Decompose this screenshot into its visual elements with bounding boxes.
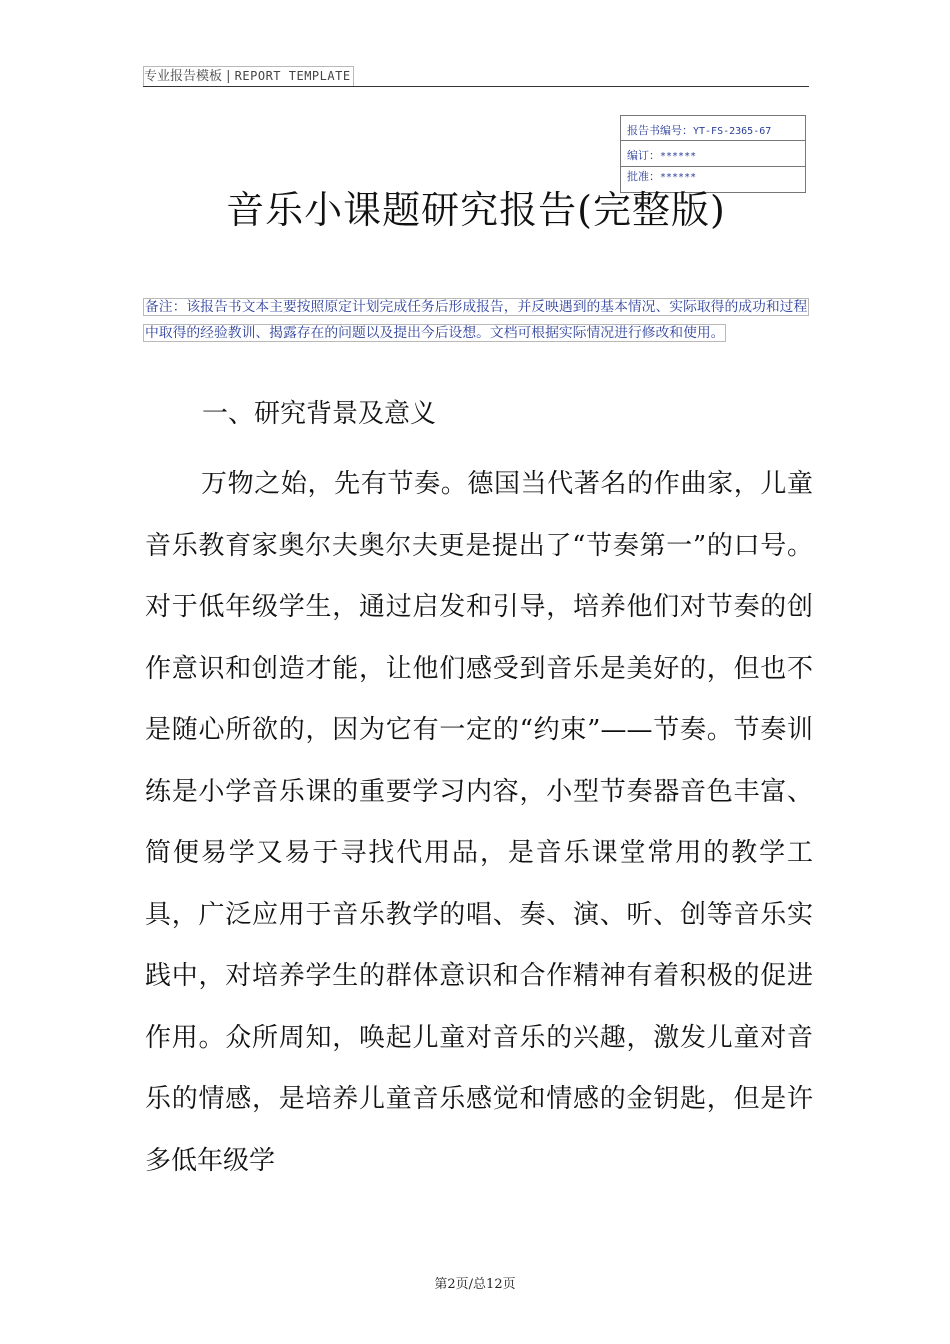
report-number-value: YT-FS-2365-67 (693, 126, 772, 137)
approve-value: ****** (660, 171, 697, 183)
edit-label: 编订： (627, 149, 660, 163)
template-note (143, 294, 809, 346)
page-number-footer: 第2页/总12页 (434, 1277, 516, 1292)
template-note-text: 备注：该报告书文本主要按照原定计划完成任务后形成报告，并反映遇到的基本情况、实际取得的成功和过程中取得的经验教训、揭露存在的问题以及提出今后设想。文档可根据实际情况进行修改和使用。 (145, 299, 808, 341)
page-header (143, 66, 809, 87)
header-label (143, 66, 354, 86)
approve-label: 批准： (627, 169, 660, 183)
report-number-row (621, 116, 805, 141)
body-paragraph: 万物之始，先有节奏。德国当代著名的作曲家，儿童音乐教育家奥尔夫奥尔夫更是提出了“节奏第一”的口号。对于低年级学生，通过启发和引导，培养他们对节奏的创作意识和创造才能，让他们感受到音乐是美好的，但也不是随心所欲的，因为它有一定的“约束”——节奏。节奏训练是小学音乐课的重要学习内容，小型节奏器音色丰富、简便易学又易于寻找代用品，是音乐课堂常用的教学工具，广泛应用于音乐教学的唱、奏、演、听、创等音乐实践中，对培养学生的群体意识和合作精神有着积极的促进作用。众所周知，唤起儿童对音乐的兴趣，激发儿童对音乐的情感，是培养儿童音乐感觉和情感的金钥匙，但是许多低年级学 (145, 469, 813, 1176)
header-label-cn: 专业报告模板 (144, 69, 223, 84)
report-number-label: 报告书编号： (627, 124, 693, 137)
edit-row (621, 141, 805, 166)
edit-value: ****** (660, 151, 697, 163)
document-title: 音乐小课题研究报告(完整版) (226, 188, 726, 232)
header-separator: | (222, 69, 235, 84)
section-heading: 一、研究背景及意义 (202, 399, 437, 429)
header-label-en: REPORT TEMPLATE (234, 69, 351, 83)
